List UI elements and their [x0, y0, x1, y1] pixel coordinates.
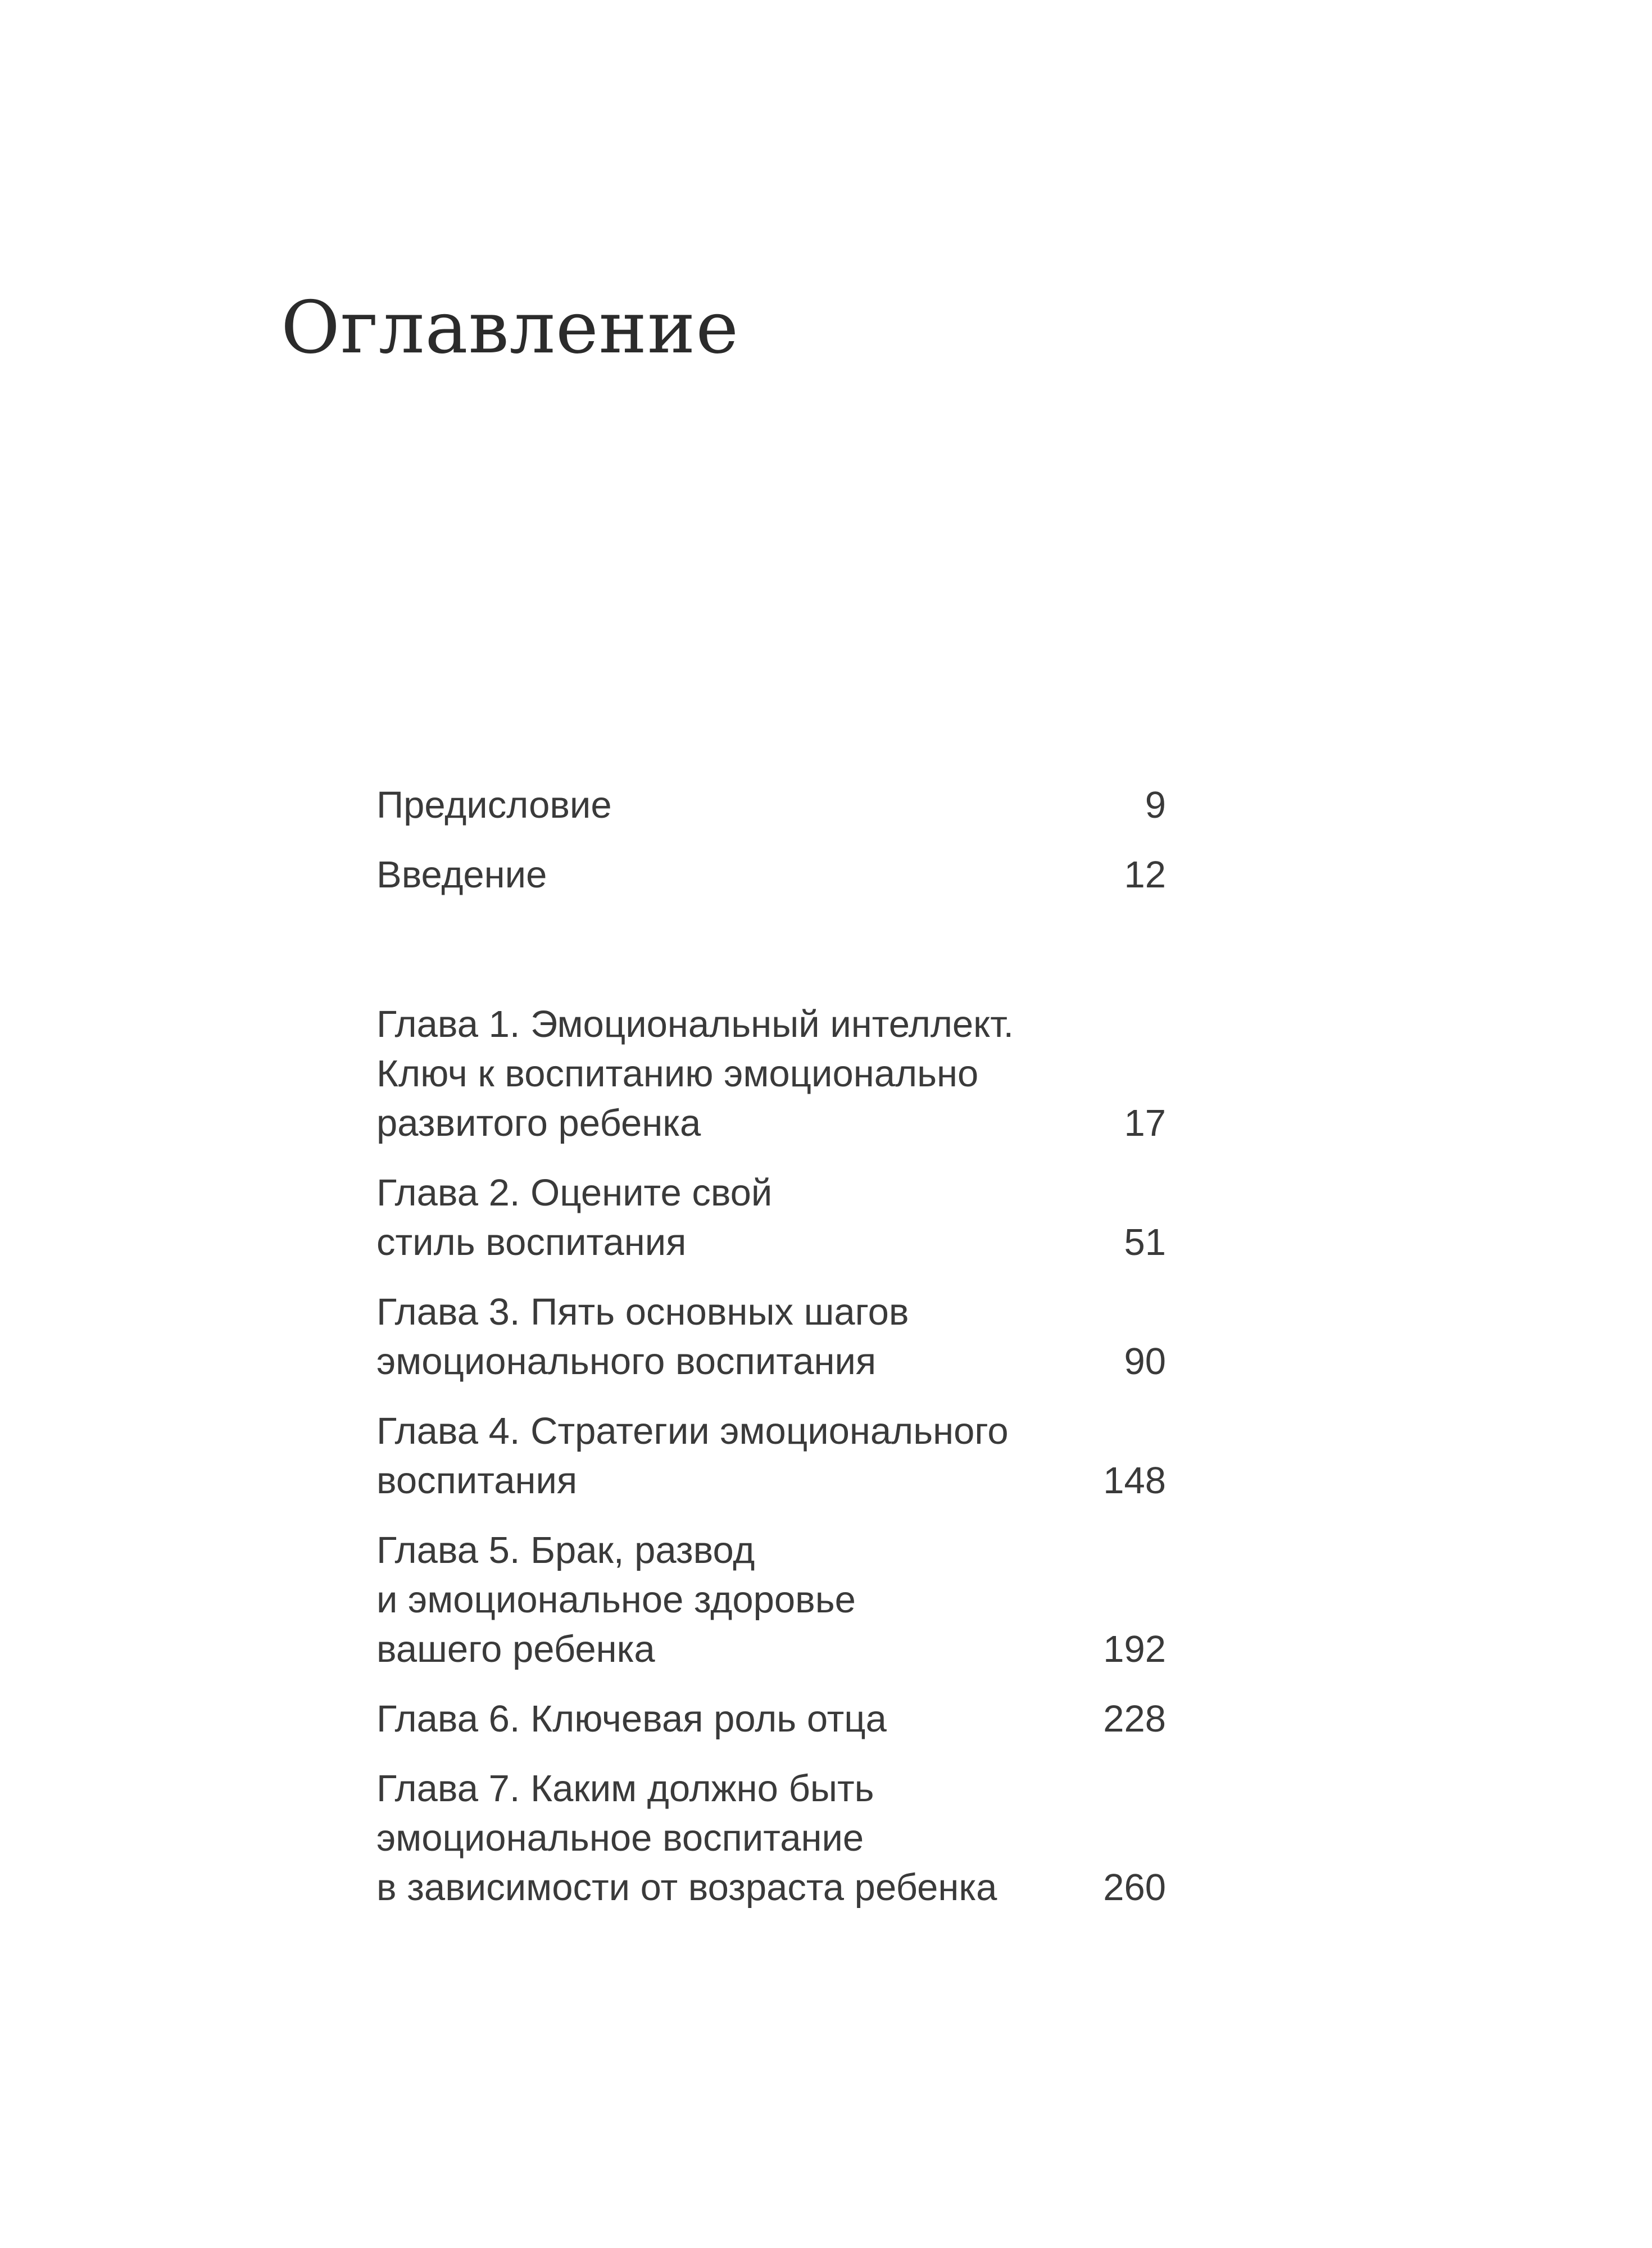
- toc-entry-line: Предисловие: [376, 784, 612, 826]
- toc-entry-chapter-5[interactable]: [376, 1526, 1166, 1674]
- page-title: Оглавление: [281, 286, 739, 370]
- toc-entry-line: стиль воспитания: [376, 1221, 687, 1263]
- toc-entry-title: [376, 1168, 1166, 1267]
- toc-entry-line: развитого ребенка: [376, 1102, 701, 1144]
- toc-entry-chapter-6[interactable]: [376, 1694, 1166, 1744]
- toc-entry-title: [376, 1407, 1166, 1506]
- toc-entry-line: вашего ребенка: [376, 1628, 655, 1670]
- toc-entry-page: 228: [1103, 1698, 1166, 1740]
- toc-entry-title: [376, 1288, 1166, 1386]
- toc-entry-line: эмоционального воспитания: [376, 1340, 877, 1383]
- toc-entry-line: эмоциональное воспитание: [376, 1817, 864, 1859]
- toc-entry-chapter-7[interactable]: [376, 1764, 1166, 1912]
- toc-entry-title: [376, 850, 1166, 900]
- toc-entry-line: Глава 2. Оцените свой: [376, 1172, 773, 1214]
- toc-entry-chapter-2[interactable]: [376, 1168, 1166, 1267]
- toc-entry-title: [376, 1694, 1166, 1744]
- toc-entry-page: 51: [1124, 1221, 1166, 1263]
- toc-entry-line: Глава 3. Пять основных шагов: [376, 1291, 909, 1333]
- toc-entry-line: Ключ к воспитанию эмоционально: [376, 1053, 979, 1095]
- toc-entry-preface[interactable]: [376, 781, 1166, 830]
- toc-front-matter: [376, 781, 1166, 900]
- toc-entry-line: в зависимости от возраста ребенка: [376, 1866, 997, 1909]
- toc-entry-line: Введение: [376, 854, 547, 896]
- toc-entry-chapter-3[interactable]: [376, 1288, 1166, 1386]
- toc-entry-title: [376, 781, 1166, 830]
- toc-entry-line: Глава 1. Эмоциональный интеллект.: [376, 1003, 1014, 1045]
- toc-entry-page: 192: [1103, 1628, 1166, 1670]
- toc-entry-page: 90: [1124, 1340, 1166, 1383]
- toc-entry-line: и эмоциональное здоровье: [376, 1579, 856, 1621]
- toc-entry-page: 148: [1103, 1460, 1166, 1502]
- toc-entry-page: 260: [1103, 1866, 1166, 1909]
- toc-entry-page: 9: [1145, 784, 1166, 826]
- toc-entry-title: [376, 1000, 1166, 1148]
- toc-entry-line: воспитания: [376, 1460, 578, 1502]
- toc-entry-line: Глава 4. Стратегии эмоционального: [376, 1410, 1009, 1452]
- toc-entry-title: [376, 1764, 1166, 1912]
- toc-entry-line: Глава 7. Каким должно быть: [376, 1767, 874, 1810]
- toc-entry-page: 17: [1124, 1102, 1166, 1144]
- toc-chapters: [376, 1000, 1166, 1912]
- toc-entry-line: Глава 5. Брак, развод: [376, 1529, 755, 1571]
- toc-entry-introduction[interactable]: [376, 850, 1166, 900]
- toc-entry-chapter-4[interactable]: [376, 1407, 1166, 1506]
- toc-entry-page: 12: [1124, 854, 1166, 896]
- toc-entry-title: [376, 1526, 1166, 1674]
- toc-entry-chapter-1[interactable]: [376, 1000, 1166, 1148]
- toc-entry-line: Глава 6. Ключевая роль отца: [376, 1698, 887, 1740]
